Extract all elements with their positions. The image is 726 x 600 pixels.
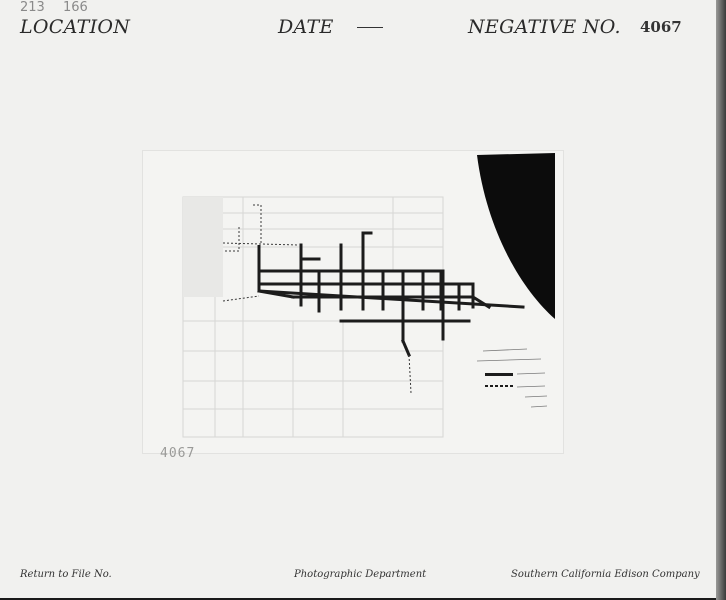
footer-company: Southern California Edison Company	[511, 569, 700, 580]
map-photograph	[142, 150, 564, 454]
dark-corner-shape	[477, 153, 555, 319]
footer-department: Photographic Department	[294, 569, 427, 580]
date-blank	[357, 27, 383, 28]
pencil-notes	[20, 0, 102, 15]
pencil-note: 213	[20, 0, 45, 15]
stamp-number: 4067	[160, 446, 196, 461]
negative-label: NEGATIVE NO.	[468, 16, 621, 38]
pencil-note: 166	[62, 0, 88, 15]
footer-return-label: Return to File No.	[20, 569, 112, 580]
date-label: DATE	[278, 16, 334, 38]
street-map-drawing	[143, 151, 563, 453]
underground-system-lines	[259, 233, 523, 355]
location-label: LOCATION	[20, 16, 131, 38]
shaded-block	[183, 197, 223, 297]
map-legend	[477, 349, 547, 407]
negative-number: 4067	[640, 18, 682, 36]
scan-edge	[716, 0, 726, 600]
